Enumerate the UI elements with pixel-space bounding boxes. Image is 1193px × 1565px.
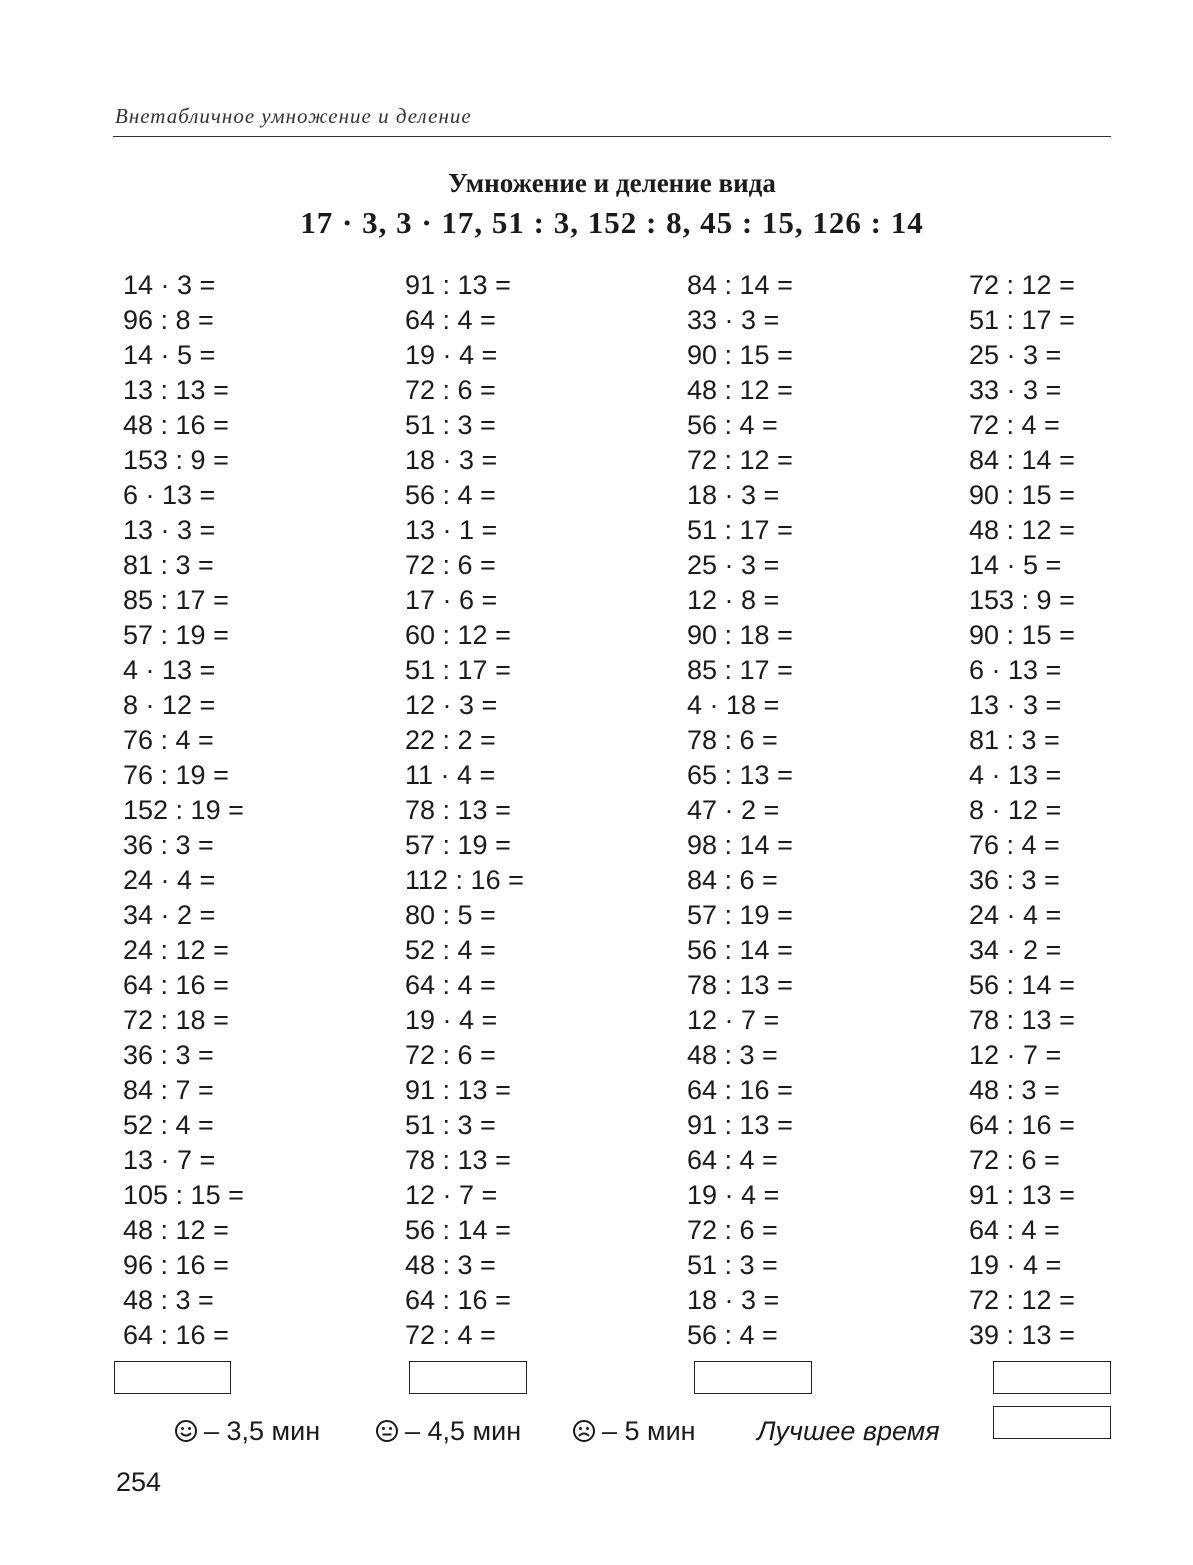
exercise-item: 72 : 6 = (405, 550, 496, 580)
exercise-item: 57 : 19 = (405, 830, 511, 860)
exercise-item: 64 : 16 = (687, 1075, 793, 1105)
exercise-item: 48 : 3 = (969, 1075, 1060, 1105)
exercise-item: 48 : 3 = (687, 1040, 778, 1070)
exercise-item: 48 : 12 = (687, 375, 793, 405)
exercise-item: 64 : 4 = (405, 305, 496, 335)
exercise-item: 72 : 6 = (405, 1040, 496, 1070)
exercise-item: 12 · 3 = (405, 690, 498, 720)
exercise-item: 25 · 3 = (969, 340, 1062, 370)
exercise-item: 78 : 13 = (969, 1005, 1075, 1035)
exercise-item: 48 : 3 = (123, 1285, 214, 1315)
exercise-item: 105 : 15 = (123, 1180, 244, 1210)
exercise-item: 19 · 4 = (687, 1180, 780, 1210)
exercise-item: 64 : 16 = (123, 1320, 229, 1350)
exercise-item: 4 · 13 = (123, 655, 216, 685)
exercise-column-3 (687, 268, 793, 1353)
exercise-item: 36 : 3 = (123, 1040, 214, 1070)
legend-neutral (375, 1415, 521, 1447)
exercise-item: 56 : 14 = (969, 970, 1075, 1000)
exercise-item: 4 · 13 = (969, 760, 1062, 790)
time-box-column-4[interactable] (993, 1361, 1111, 1394)
exercise-item: 25 · 3 = (687, 550, 780, 580)
exercise-item: 22 : 2 = (405, 725, 496, 755)
time-box-column-1[interactable] (114, 1361, 231, 1394)
legend-happy (174, 1415, 320, 1447)
exercise-item: 51 : 17 = (405, 655, 511, 685)
exercise-item: 14 · 5 = (123, 340, 216, 370)
time-box-column-3[interactable] (694, 1361, 812, 1394)
exercise-item: 4 · 18 = (687, 690, 780, 720)
exercise-item: 33 · 3 = (687, 305, 780, 335)
exercise-item: 47 · 2 = (687, 795, 780, 825)
legend-neutral-time: – 4,5 мин (405, 1416, 522, 1446)
exercise-item: 91 : 13 = (405, 1075, 511, 1105)
exercise-item: 90 : 15 = (969, 480, 1075, 510)
exercise-item: 17 · 6 = (405, 585, 498, 615)
exercise-item: 14 · 5 = (969, 550, 1062, 580)
exercise-item: 84 : 14 = (687, 270, 793, 300)
exercise-item: 90 : 15 = (687, 340, 793, 370)
legend-happy-time: – 3,5 мин (204, 1416, 321, 1446)
exercise-item: 18 · 3 = (405, 445, 498, 475)
exercise-item: 91 : 13 = (405, 270, 511, 300)
exercise-item: 13 : 13 = (123, 375, 229, 405)
exercise-item: 80 : 5 = (405, 900, 496, 930)
exercise-item: 78 : 13 = (405, 795, 511, 825)
exercise-item: 91 : 13 = (969, 1180, 1075, 1210)
exercise-item: 39 : 13 = (969, 1320, 1075, 1350)
exercise-item: 153 : 9 = (123, 445, 229, 475)
exercise-item: 90 : 18 = (687, 620, 793, 650)
exercise-item: 64 : 16 = (969, 1110, 1075, 1140)
exercise-item: 153 : 9 = (969, 585, 1075, 615)
exercise-item: 64 : 16 = (405, 1285, 511, 1315)
best-time-box[interactable] (993, 1406, 1111, 1439)
exercise-item: 19 · 4 = (405, 340, 498, 370)
exercise-item: 48 : 12 = (969, 515, 1075, 545)
exercise-column-1 (123, 268, 244, 1353)
exercise-item: 84 : 6 = (687, 865, 778, 895)
exercise-item: 48 : 16 = (123, 410, 229, 440)
exercise-item: 48 : 3 = (405, 1250, 496, 1280)
exercise-item: 72 : 12 = (969, 1285, 1075, 1315)
exercise-item: 12 · 7 = (687, 1005, 780, 1035)
exercise-item: 8 · 12 = (969, 795, 1062, 825)
exercise-item: 19 · 4 = (405, 1005, 498, 1035)
exercise-item: 72 : 4 = (969, 410, 1060, 440)
exercise-item: 57 : 19 = (687, 900, 793, 930)
exercise-item: 19 · 4 = (969, 1250, 1062, 1280)
section-title: Умножение и деление вида (448, 168, 776, 198)
exercise-item: 13 · 3 = (969, 690, 1062, 720)
exercise-item: 13 · 7 = (123, 1145, 216, 1175)
exercise-item: 78 : 13 = (687, 970, 793, 1000)
exercise-item: 152 : 19 = (123, 795, 244, 825)
exercise-item: 76 : 4 = (123, 725, 214, 755)
exercise-item: 52 : 4 = (123, 1110, 214, 1140)
exercise-item: 78 : 6 = (687, 725, 778, 755)
exercise-item: 34 · 2 = (969, 935, 1062, 965)
exercise-item: 72 : 18 = (123, 1005, 229, 1035)
exercise-item: 18 · 3 = (687, 1285, 780, 1315)
exercise-item: 84 : 7 = (123, 1075, 214, 1105)
exercise-item: 64 : 4 = (969, 1215, 1060, 1245)
exercise-item: 56 : 14 = (405, 1215, 511, 1245)
exercise-item: 72 : 4 = (405, 1320, 496, 1350)
exercise-item: 78 : 13 = (405, 1145, 511, 1175)
best-time-label: Лучшее время (757, 1416, 940, 1446)
neutral-face-icon (375, 1419, 399, 1443)
exercise-item: 57 : 19 = (123, 620, 229, 650)
exercise-item: 48 : 12 = (123, 1215, 229, 1245)
exercise-item: 51 : 17 = (969, 305, 1075, 335)
exercise-item: 12 · 7 = (405, 1180, 498, 1210)
time-box-column-2[interactable] (409, 1361, 527, 1394)
exercise-item: 72 : 6 = (969, 1145, 1060, 1175)
exercise-item: 85 : 17 = (687, 655, 793, 685)
exercise-item: 51 : 3 = (405, 410, 496, 440)
exercise-item: 91 : 13 = (687, 1110, 793, 1140)
exercise-item: 12 · 8 = (687, 585, 780, 615)
exercise-item: 13 · 3 = (123, 515, 216, 545)
exercise-item: 14 · 3 = (123, 270, 216, 300)
happy-face-icon (174, 1419, 198, 1443)
exercise-column-4 (969, 268, 1075, 1353)
exercise-item: 13 · 1 = (405, 515, 498, 545)
exercise-item: 56 : 4 = (687, 410, 778, 440)
exercise-item: 90 : 15 = (969, 620, 1075, 650)
exercise-item: 64 : 4 = (405, 970, 496, 1000)
running-head-title: Внетабличное умножение и деление (115, 104, 472, 128)
exercise-item: 36 : 3 = (969, 865, 1060, 895)
exercise-item: 56 : 14 = (687, 935, 793, 965)
exercise-item: 56 : 4 = (405, 480, 496, 510)
exercise-item: 96 : 8 = (123, 305, 214, 335)
page-number: 254 (116, 1467, 162, 1497)
exercise-item: 6 · 13 = (969, 655, 1062, 685)
exercise-item: 24 · 4 = (969, 900, 1062, 930)
legend-sad-time: – 5 мин (602, 1416, 696, 1446)
exercise-item: 85 : 17 = (123, 585, 229, 615)
exercise-item: 51 : 3 = (405, 1110, 496, 1140)
exercise-item: 18 · 3 = (687, 480, 780, 510)
exercise-item: 112 : 16 = (405, 865, 524, 895)
exercise-item: 12 · 7 = (969, 1040, 1062, 1070)
exercise-item: 96 : 16 = (123, 1250, 229, 1280)
exercise-item: 84 : 14 = (969, 445, 1075, 475)
exercise-item: 76 : 4 = (969, 830, 1060, 860)
exercise-item: 33 · 3 = (969, 375, 1062, 405)
exercise-item: 52 : 4 = (405, 935, 496, 965)
exercise-item: 65 : 13 = (687, 760, 793, 790)
exercise-item: 81 : 3 = (123, 550, 214, 580)
exercise-column-2 (405, 268, 524, 1353)
section-subtitle-formulas: 17 · 3, 3 · 17, 51 : 3, 152 : 8, 45 : 15, 126 : 14 (300, 205, 924, 240)
exercise-item: 8 · 12 = (123, 690, 216, 720)
exercise-item: 76 : 19 = (123, 760, 229, 790)
exercise-item: 72 : 12 = (687, 445, 793, 475)
exercise-item: 24 · 4 = (123, 865, 216, 895)
exercise-item: 6 · 13 = (123, 480, 216, 510)
exercise-item: 51 : 17 = (687, 515, 793, 545)
exercise-item: 72 : 6 = (687, 1215, 778, 1245)
sad-face-icon (572, 1419, 596, 1443)
exercise-item: 60 : 12 = (405, 620, 511, 650)
exercise-item: 11 · 4 = (405, 760, 496, 790)
exercise-item: 51 : 3 = (687, 1250, 778, 1280)
legend-sad (572, 1415, 696, 1447)
exercise-item: 34 · 2 = (123, 900, 216, 930)
exercise-item: 98 : 14 = (687, 830, 793, 860)
exercise-item: 81 : 3 = (969, 725, 1060, 755)
exercise-item: 24 : 12 = (123, 935, 229, 965)
exercise-item: 72 : 6 = (405, 375, 496, 405)
exercise-item: 72 : 12 = (969, 270, 1075, 300)
header-rule (113, 136, 1111, 137)
exercise-item: 64 : 4 = (687, 1145, 778, 1175)
exercise-item: 64 : 16 = (123, 970, 229, 1000)
exercise-item: 56 : 4 = (687, 1320, 778, 1350)
exercise-item: 36 : 3 = (123, 830, 214, 860)
